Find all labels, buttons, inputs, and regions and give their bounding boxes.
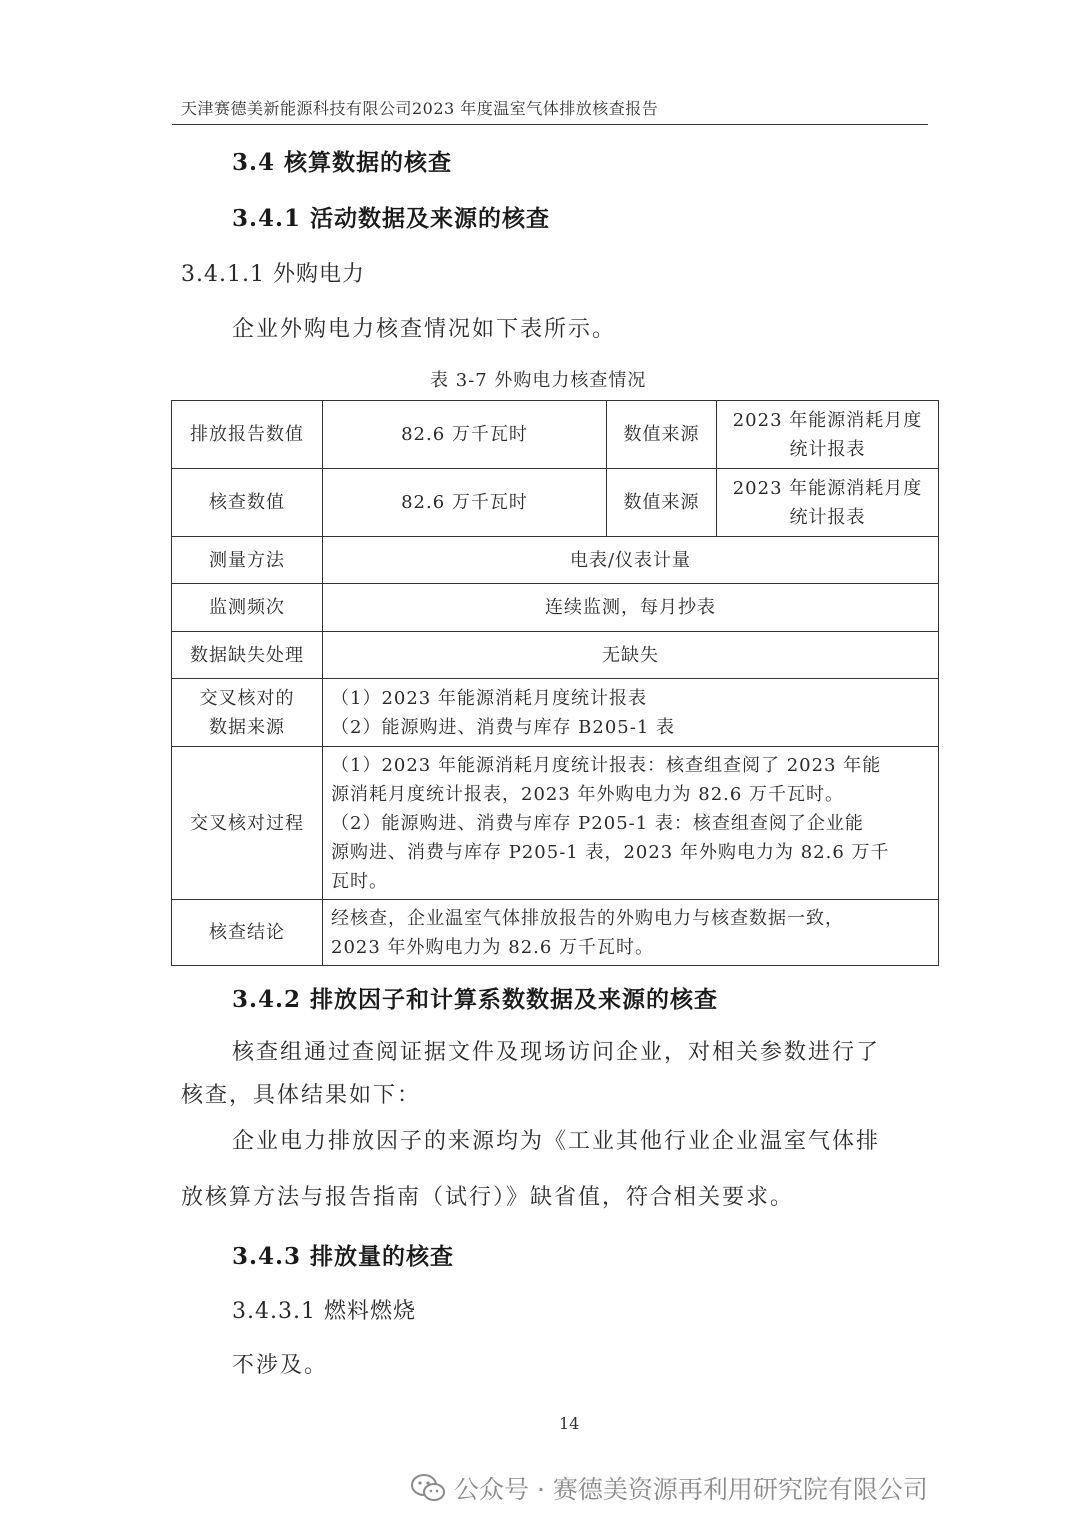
heading-3-4-1: 3.4.1 活动数据及来源的核查 [232, 205, 551, 232]
table-row [172, 632, 939, 679]
paragraph-line: 核查组通过查阅证据文件及现场访问企业，对相关参数进行了 [232, 1040, 881, 1065]
footer-text: 公众号 · 赛德美资源再利用研究院有限公司 [454, 1475, 928, 1504]
electricity-check-table [171, 400, 939, 966]
heading-3-4-2: 3.4.2 排放因子和计算系数数据及来源的核查 [232, 986, 719, 1013]
source-line: 统计报表 [789, 506, 866, 528]
text-line: 2023 年外购电力为 82.6 万千瓦时。 [331, 936, 655, 958]
source-line: 2023 年能源消耗月度 [732, 409, 923, 431]
row-label: 测量方法 [172, 537, 323, 584]
text-line: （1）2023 年能源消耗月度统计报表：核查组查阅了 2023 年能 [331, 754, 882, 776]
label-line: 交叉核对的 [199, 687, 295, 709]
source-label: 数值来源 [607, 469, 717, 537]
text-line: （2）能源购进、消费与库存 P205-1 表：核查组查阅了企业能 [331, 812, 864, 834]
running-header: 天津赛德美新能源科技有限公司2023 年度温室气体排放核查报告 [181, 99, 659, 118]
reported-value: 82.6 万千瓦时 [323, 401, 607, 469]
row-label: 排放报告数值 [172, 401, 323, 469]
source-label: 数值来源 [607, 401, 717, 469]
source-value [717, 401, 939, 469]
verified-value: 82.6 万千瓦时 [323, 469, 607, 537]
text-line: 经核查，企业温室气体排放报告的外购电力与核查数据一致， [331, 907, 844, 929]
row-label: 交叉核对过程 [172, 747, 323, 900]
wechat-icon [410, 1473, 446, 1503]
text-line: 瓦时。 [331, 870, 388, 892]
paragraph-line: 放核算方法与报告指南（试行）》缺省值，符合相关要求。 [181, 1185, 795, 1210]
heading-3-4-3-1: 3.4.3.1 燃料燃烧 [232, 1299, 416, 1324]
text-line: （1）2023 年能源消耗月度统计报表 [331, 687, 647, 709]
page-number: 14 [559, 1414, 580, 1433]
table-row [172, 679, 939, 747]
table-row [172, 537, 939, 584]
heading-3-4-3: 3.4.3 排放量的核查 [232, 1243, 455, 1270]
text-line: 源消耗月度统计报表，2023 年外购电力为 82.6 万千瓦时。 [331, 783, 845, 805]
source-line: 统计报表 [789, 438, 866, 460]
row-label: 监测频次 [172, 584, 323, 632]
paragraph-line: 企业电力排放因子的来源均为《工业其他行业企业温室气体排 [232, 1129, 881, 1154]
check-conclusion [323, 900, 939, 966]
row-label: 核查数值 [172, 469, 323, 537]
source-value [717, 469, 939, 537]
text-line: 源购进、消费与库存 P205-1 表，2023 年外购电力为 82.6 万千 [331, 841, 890, 863]
row-label: 核查结论 [172, 900, 323, 966]
table-row [172, 469, 939, 537]
watermark-footer [410, 1470, 928, 1506]
text-line: （2）能源购进、消费与库存 B205-1 表 [331, 716, 676, 738]
table-row [172, 747, 939, 900]
paragraph-line: 核查，具体结果如下： [181, 1083, 422, 1108]
table-caption: 表 3-7 外购电力核查情况 [430, 370, 647, 391]
heading-3-4: 3.4 核算数据的核查 [232, 149, 453, 176]
table-row [172, 900, 939, 966]
not-applicable-text: 不涉及。 [232, 1353, 329, 1378]
missing-data-handling: 无缺失 [323, 632, 939, 679]
row-label [172, 679, 323, 747]
label-line: 数据来源 [209, 716, 285, 738]
table-row [172, 584, 939, 632]
heading-3-4-1-1: 3.4.1.1 外购电力 [181, 262, 365, 287]
row-label: 数据缺失处理 [172, 632, 323, 679]
intro-paragraph: 企业外购电力核查情况如下表所示。 [232, 317, 617, 342]
monitoring-frequency: 连续监测，每月抄表 [323, 584, 939, 632]
cross-check-process [323, 747, 939, 900]
measurement-method: 电表/仪表计量 [323, 537, 939, 584]
header-rule [172, 124, 928, 125]
cross-check-sources [323, 679, 939, 747]
table-row [172, 401, 939, 469]
source-line: 2023 年能源消耗月度 [732, 477, 923, 499]
